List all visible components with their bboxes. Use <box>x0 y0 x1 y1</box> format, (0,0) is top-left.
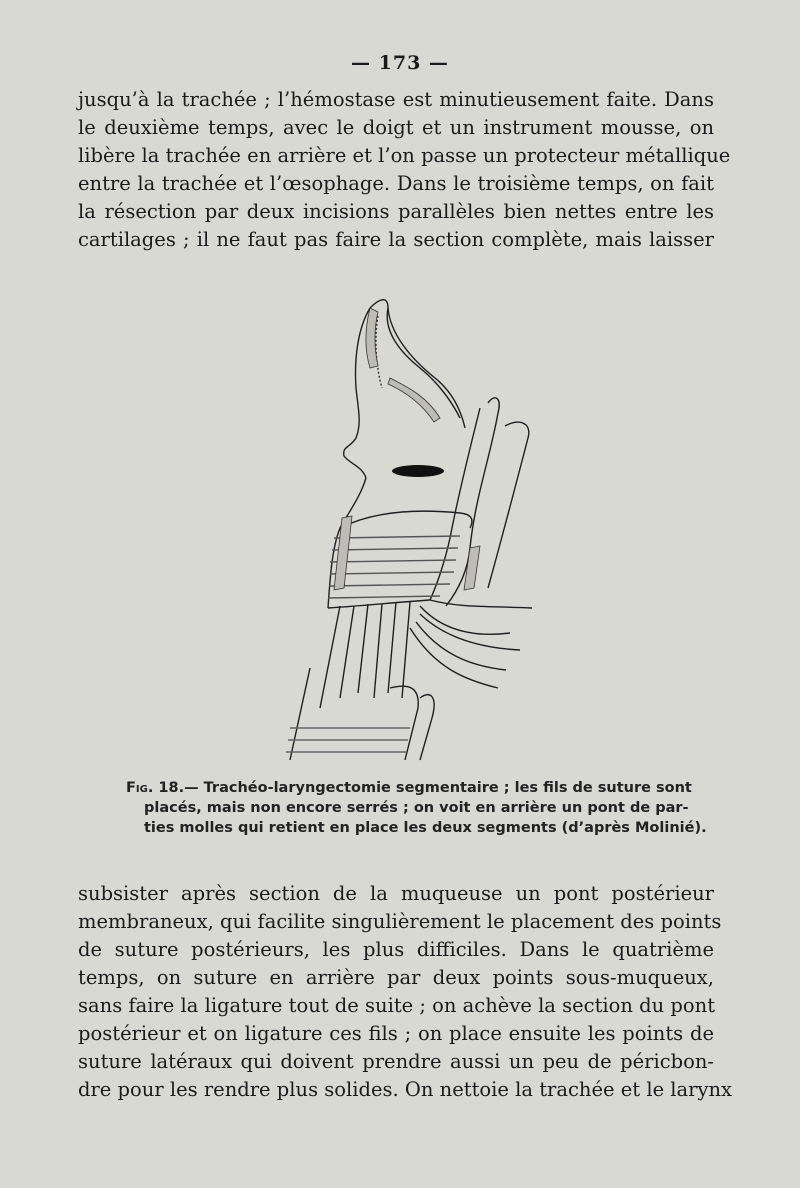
text-line: libère la trachée en arrière et l’on passe un protecteur métallique <box>78 144 731 167</box>
anatomical-illustration <box>270 288 540 766</box>
text-line: suture latéraux qui doivent prendre aussi un peu de péricbon- <box>78 1050 714 1073</box>
page-number: — 173 — <box>351 52 449 74</box>
bottom-paragraph <box>78 880 733 1104</box>
text-line: cartilages ; il ne faut pas faire la section complète, mais laisser <box>78 228 714 251</box>
text-line: le deuxième temps, avec le doigt et un instrument mousse, on <box>78 116 714 139</box>
text-line: temps, on suture en arrière par deux points sous-muqueux, <box>78 966 714 989</box>
figure-label: Fig. 18. <box>126 780 185 796</box>
text-line: entre la trachée et l’œsophage. Dans le troisième temps, on fait <box>78 172 714 195</box>
text-line: de suture postérieurs, les plus difficiles. Dans le quatrième <box>78 938 714 961</box>
caption-line: ties molles qui retient en place les deux segments (d’après Molinié). <box>144 820 707 836</box>
text-line: la résection par deux incisions parallèles bien nettes entre les <box>78 200 714 223</box>
caption-line: Fig. 18.— Trachéo-laryngectomie segmentaire ; les fils de suture sont <box>126 780 692 796</box>
glottis-opening <box>392 465 444 477</box>
larynx-trachea-drawing <box>270 288 540 766</box>
text-line: membraneux, qui facilite singulièrement le placement des points <box>78 910 722 933</box>
caption-line: placés, mais non encore serrés ; on voit en arrière un pont de par- <box>144 800 689 816</box>
top-paragraph <box>78 86 731 254</box>
text-line: jusqu’à la trachée ; l’hémostase est minutieusement faite. Dans <box>78 88 714 111</box>
text-line: postérieur et on ligature ces fils ; on place ensuite les points de <box>78 1022 714 1045</box>
figure-caption <box>126 778 707 838</box>
text-line: subsister après section de la muqueuse un pont postérieur <box>78 882 714 905</box>
text-line: dre pour les rendre plus solides. On nettoie la trachée et le larynx <box>78 1078 733 1101</box>
text-line: sans faire la ligature tout de suite ; on achève la section du pont <box>78 994 716 1017</box>
